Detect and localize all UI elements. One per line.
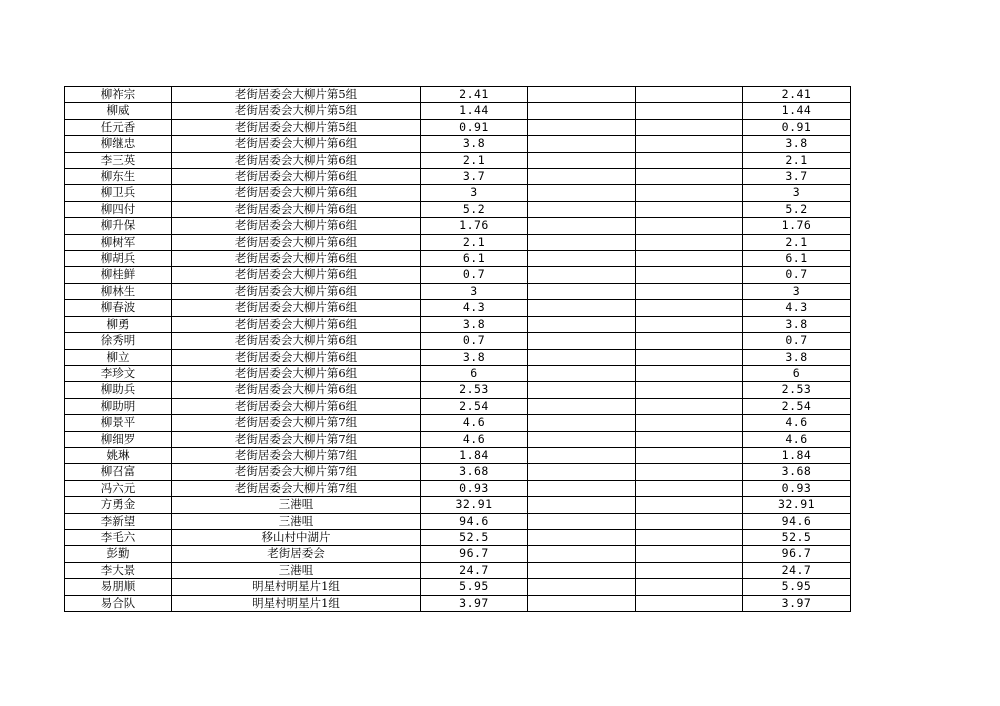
name-cell: 李三英 — [65, 152, 172, 168]
location-cell: 老街居委会大柳片第7组 — [172, 447, 421, 463]
table-row — [65, 546, 851, 562]
name-cell: 柳祚宗 — [65, 87, 172, 103]
location-cell: 老街居委会大柳片第6组 — [172, 169, 421, 185]
total-cell: 2.1 — [743, 152, 851, 168]
area-cell: 3.8 — [421, 316, 528, 332]
table-row — [65, 579, 851, 595]
total-cell: 2.1 — [743, 234, 851, 250]
blank-cell-1 — [528, 185, 636, 201]
name-cell: 李珍文 — [65, 365, 172, 381]
blank-cell-2 — [636, 119, 743, 135]
total-cell: 0.7 — [743, 267, 851, 283]
blank-cell-2 — [636, 267, 743, 283]
total-cell: 52.5 — [743, 529, 851, 545]
blank-cell-1 — [528, 497, 636, 513]
name-cell: 柳威 — [65, 103, 172, 119]
blank-cell-1 — [528, 546, 636, 562]
area-cell: 3.68 — [421, 464, 528, 480]
name-cell: 冯六元 — [65, 480, 172, 496]
table-row — [65, 283, 851, 299]
table-row — [65, 365, 851, 381]
area-cell: 2.41 — [421, 87, 528, 103]
table-row — [65, 185, 851, 201]
blank-cell-1 — [528, 513, 636, 529]
name-cell: 姚琳 — [65, 447, 172, 463]
area-cell: 2.1 — [421, 152, 528, 168]
location-cell: 明星村明星片1组 — [172, 595, 421, 611]
name-cell: 柳卫兵 — [65, 185, 172, 201]
name-cell: 柳春波 — [65, 300, 172, 316]
blank-cell-1 — [528, 136, 636, 152]
location-cell: 老街居委会大柳片第6组 — [172, 300, 421, 316]
table-row — [65, 251, 851, 267]
table-body — [65, 87, 851, 612]
total-cell: 94.6 — [743, 513, 851, 529]
area-cell: 0.91 — [421, 119, 528, 135]
blank-cell-2 — [636, 316, 743, 332]
location-cell: 老街居委会大柳片第6组 — [172, 365, 421, 381]
name-cell: 柳景平 — [65, 415, 172, 431]
name-cell: 易朋顺 — [65, 579, 172, 595]
total-cell: 24.7 — [743, 562, 851, 578]
total-cell: 96.7 — [743, 546, 851, 562]
location-cell: 老街居委会大柳片第7组 — [172, 464, 421, 480]
location-cell: 老街居委会大柳片第6组 — [172, 185, 421, 201]
area-cell: 1.44 — [421, 103, 528, 119]
blank-cell-2 — [636, 333, 743, 349]
table-row — [65, 103, 851, 119]
blank-cell-2 — [636, 546, 743, 562]
blank-cell-2 — [636, 415, 743, 431]
area-cell: 3 — [421, 283, 528, 299]
location-cell: 明星村明星片1组 — [172, 579, 421, 595]
total-cell: 3.8 — [743, 136, 851, 152]
total-cell: 5.2 — [743, 201, 851, 217]
location-cell: 老街居委会大柳片第6组 — [172, 267, 421, 283]
name-cell: 柳升保 — [65, 218, 172, 234]
total-cell: 3.8 — [743, 349, 851, 365]
total-cell: 0.93 — [743, 480, 851, 496]
area-cell: 3 — [421, 185, 528, 201]
name-cell: 徐秀明 — [65, 333, 172, 349]
blank-cell-2 — [636, 185, 743, 201]
location-cell: 三港咀 — [172, 497, 421, 513]
table-row — [65, 201, 851, 217]
total-cell: 4.3 — [743, 300, 851, 316]
area-cell: 0.93 — [421, 480, 528, 496]
name-cell: 李新望 — [65, 513, 172, 529]
name-cell: 柳胡兵 — [65, 251, 172, 267]
location-cell: 老街居委会大柳片第6组 — [172, 398, 421, 414]
area-cell: 3.8 — [421, 349, 528, 365]
area-cell: 2.53 — [421, 382, 528, 398]
table-row — [65, 349, 851, 365]
table-row — [65, 119, 851, 135]
table-row — [65, 595, 851, 611]
name-cell: 柳桂鲜 — [65, 267, 172, 283]
blank-cell-2 — [636, 169, 743, 185]
total-cell: 2.53 — [743, 382, 851, 398]
location-cell: 三港咀 — [172, 562, 421, 578]
blank-cell-1 — [528, 201, 636, 217]
blank-cell-1 — [528, 480, 636, 496]
table-row — [65, 87, 851, 103]
location-cell: 老街居委会大柳片第6组 — [172, 283, 421, 299]
total-cell: 32.91 — [743, 497, 851, 513]
table-row — [65, 333, 851, 349]
area-cell: 4.6 — [421, 431, 528, 447]
table-row — [65, 464, 851, 480]
total-cell: 2.54 — [743, 398, 851, 414]
location-cell: 老街居委会大柳片第7组 — [172, 480, 421, 496]
total-cell: 6.1 — [743, 251, 851, 267]
table-row — [65, 316, 851, 332]
area-cell: 32.91 — [421, 497, 528, 513]
area-cell: 2.1 — [421, 234, 528, 250]
blank-cell-2 — [636, 562, 743, 578]
blank-cell-1 — [528, 218, 636, 234]
blank-cell-2 — [636, 513, 743, 529]
location-cell: 老街居委会大柳片第6组 — [172, 349, 421, 365]
blank-cell-1 — [528, 316, 636, 332]
name-cell: 柳助明 — [65, 398, 172, 414]
area-cell: 24.7 — [421, 562, 528, 578]
table-row — [65, 562, 851, 578]
location-cell: 老街居委会大柳片第7组 — [172, 415, 421, 431]
blank-cell-2 — [636, 497, 743, 513]
blank-cell-2 — [636, 431, 743, 447]
table-row — [65, 415, 851, 431]
location-cell: 老街居委会大柳片第6组 — [172, 201, 421, 217]
blank-cell-2 — [636, 447, 743, 463]
total-cell: 4.6 — [743, 415, 851, 431]
name-cell: 柳四付 — [65, 201, 172, 217]
total-cell: 1.84 — [743, 447, 851, 463]
name-cell: 柳勇 — [65, 316, 172, 332]
area-cell: 6.1 — [421, 251, 528, 267]
area-cell: 2.54 — [421, 398, 528, 414]
location-cell: 老街居委会大柳片第6组 — [172, 251, 421, 267]
blank-cell-1 — [528, 595, 636, 611]
area-cell: 0.7 — [421, 333, 528, 349]
total-cell: 3 — [743, 283, 851, 299]
blank-cell-1 — [528, 579, 636, 595]
table-row — [65, 152, 851, 168]
area-cell: 3.7 — [421, 169, 528, 185]
name-cell: 柳细罗 — [65, 431, 172, 447]
total-cell: 2.41 — [743, 87, 851, 103]
blank-cell-1 — [528, 431, 636, 447]
blank-cell-1 — [528, 283, 636, 299]
blank-cell-1 — [528, 234, 636, 250]
blank-cell-2 — [636, 283, 743, 299]
table-row — [65, 431, 851, 447]
location-cell: 老街居委会大柳片第6组 — [172, 333, 421, 349]
total-cell: 3.8 — [743, 316, 851, 332]
total-cell: 3.68 — [743, 464, 851, 480]
blank-cell-1 — [528, 251, 636, 267]
name-cell: 李大景 — [65, 562, 172, 578]
total-cell: 0.91 — [743, 119, 851, 135]
total-cell: 5.95 — [743, 579, 851, 595]
total-cell: 3 — [743, 185, 851, 201]
location-cell: 老街居委会大柳片第5组 — [172, 119, 421, 135]
area-cell: 3.97 — [421, 595, 528, 611]
total-cell: 3.97 — [743, 595, 851, 611]
area-cell: 52.5 — [421, 529, 528, 545]
blank-cell-2 — [636, 136, 743, 152]
name-cell: 柳东生 — [65, 169, 172, 185]
area-cell: 5.95 — [421, 579, 528, 595]
location-cell: 三港咀 — [172, 513, 421, 529]
name-cell: 柳召富 — [65, 464, 172, 480]
blank-cell-2 — [636, 152, 743, 168]
location-cell: 老街居委会大柳片第7组 — [172, 431, 421, 447]
total-cell: 3.7 — [743, 169, 851, 185]
blank-cell-1 — [528, 103, 636, 119]
location-cell: 老街居委会大柳片第6组 — [172, 152, 421, 168]
table-row — [65, 529, 851, 545]
blank-cell-2 — [636, 251, 743, 267]
table-row — [65, 169, 851, 185]
name-cell: 柳助兵 — [65, 382, 172, 398]
blank-cell-2 — [636, 365, 743, 381]
location-cell: 老街居委会大柳片第6组 — [172, 234, 421, 250]
blank-cell-2 — [636, 300, 743, 316]
location-cell: 老街居委会大柳片第5组 — [172, 103, 421, 119]
data-table — [64, 86, 851, 612]
total-cell: 1.76 — [743, 218, 851, 234]
name-cell: 柳林生 — [65, 283, 172, 299]
location-cell: 老街居委会大柳片第6组 — [172, 316, 421, 332]
location-cell: 老街居委会大柳片第6组 — [172, 218, 421, 234]
blank-cell-2 — [636, 464, 743, 480]
name-cell: 彭勤 — [65, 546, 172, 562]
blank-cell-1 — [528, 382, 636, 398]
name-cell: 柳继忠 — [65, 136, 172, 152]
blank-cell-2 — [636, 382, 743, 398]
blank-cell-1 — [528, 447, 636, 463]
area-cell: 94.6 — [421, 513, 528, 529]
table-row — [65, 497, 851, 513]
blank-cell-2 — [636, 595, 743, 611]
table-row — [65, 234, 851, 250]
name-cell: 易合队 — [65, 595, 172, 611]
blank-cell-1 — [528, 87, 636, 103]
blank-cell-2 — [636, 579, 743, 595]
blank-cell-2 — [636, 349, 743, 365]
blank-cell-2 — [636, 529, 743, 545]
blank-cell-1 — [528, 464, 636, 480]
blank-cell-2 — [636, 234, 743, 250]
blank-cell-2 — [636, 87, 743, 103]
area-cell: 1.76 — [421, 218, 528, 234]
blank-cell-1 — [528, 333, 636, 349]
name-cell: 方勇金 — [65, 497, 172, 513]
name-cell: 柳树军 — [65, 234, 172, 250]
blank-cell-1 — [528, 152, 636, 168]
area-cell: 6 — [421, 365, 528, 381]
area-cell: 4.3 — [421, 300, 528, 316]
location-cell: 老街居委会 — [172, 546, 421, 562]
name-cell: 柳立 — [65, 349, 172, 365]
blank-cell-2 — [636, 103, 743, 119]
blank-cell-1 — [528, 169, 636, 185]
table-row — [65, 513, 851, 529]
area-cell: 0.7 — [421, 267, 528, 283]
total-cell: 1.44 — [743, 103, 851, 119]
table-row — [65, 267, 851, 283]
table-row — [65, 398, 851, 414]
area-cell: 5.2 — [421, 201, 528, 217]
blank-cell-2 — [636, 480, 743, 496]
blank-cell-2 — [636, 218, 743, 234]
blank-cell-1 — [528, 529, 636, 545]
area-cell: 3.8 — [421, 136, 528, 152]
name-cell: 李毛六 — [65, 529, 172, 545]
table-row — [65, 136, 851, 152]
table-row — [65, 218, 851, 234]
total-cell: 6 — [743, 365, 851, 381]
name-cell: 任元香 — [65, 119, 172, 135]
blank-cell-1 — [528, 398, 636, 414]
blank-cell-1 — [528, 119, 636, 135]
blank-cell-1 — [528, 365, 636, 381]
area-cell: 1.84 — [421, 447, 528, 463]
blank-cell-1 — [528, 300, 636, 316]
total-cell: 0.7 — [743, 333, 851, 349]
table-row — [65, 447, 851, 463]
blank-cell-1 — [528, 267, 636, 283]
area-cell: 96.7 — [421, 546, 528, 562]
blank-cell-1 — [528, 562, 636, 578]
blank-cell-1 — [528, 415, 636, 431]
table-row — [65, 480, 851, 496]
location-cell: 老街居委会大柳片第5组 — [172, 87, 421, 103]
table-row — [65, 382, 851, 398]
location-cell: 老街居委会大柳片第6组 — [172, 136, 421, 152]
location-cell: 移山村中湖片 — [172, 529, 421, 545]
table-row — [65, 300, 851, 316]
blank-cell-2 — [636, 201, 743, 217]
total-cell: 4.6 — [743, 431, 851, 447]
area-cell: 4.6 — [421, 415, 528, 431]
blank-cell-1 — [528, 349, 636, 365]
blank-cell-2 — [636, 398, 743, 414]
location-cell: 老街居委会大柳片第6组 — [172, 382, 421, 398]
